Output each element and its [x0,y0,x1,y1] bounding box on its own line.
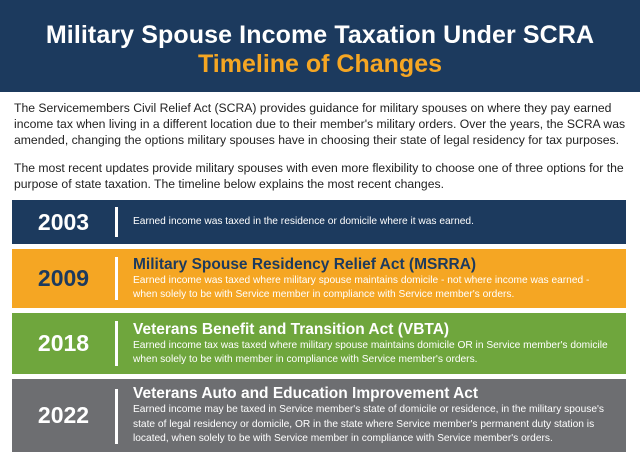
timeline-year: 2018 [37,330,90,356]
timeline-description: Earned income tax was taxed where military spouse maintains domicile OR in Service member's domicile when solely to be with member in compliance with Service member's orders. [133,340,608,365]
timeline-description: Earned income was taxed in the residence or domicile where it was earned. [133,216,474,227]
timeline-divider [115,257,118,300]
timeline-description: Earned income was taxed where military spouse maintains domicile - not where income was earned - when solely to be with Service member in compliance with Service member's orders. [133,275,590,300]
timeline-row-2009 [12,249,626,308]
intro-text [14,100,626,204]
timeline-divider [115,321,118,366]
timeline-year: 2022 [37,402,90,428]
timeline-heading: Veterans Benefit and Transition Act (VBTA) [133,321,450,338]
timeline-row-2022 [12,379,626,452]
timeline-row-2018 [12,313,626,374]
timeline-divider [115,389,118,444]
header-banner [0,0,640,92]
timeline-content [133,379,616,452]
timeline-description: Earned income may be taxed in Service member's state of domicile or residence, in the military spouse's state of legal residency or domicile, OR in the state where Service member's permanent duty station is located, when solely to be with Service member in compliance with Service member's orders. [133,404,605,445]
timeline-content [133,313,616,374]
timeline-row-2003 [12,200,626,244]
timeline-content [133,200,616,244]
intro-paragraph-2: The most recent updates provide military spouses with even more flexibility to choose one of three options for the purpose of state taxation. The timeline below explains the most recent changes. [14,161,624,191]
timeline-divider [115,207,118,237]
timeline-heading: Veterans Auto and Education Improvement Act [133,385,479,403]
intro-paragraph-1: The Servicemembers Civil Relief Act (SCRA) provides guidance for military spouses on where they pay earned income tax when living in a different location due to their member's military orders. Over the years, the SCRA was amended, changing the options military spouses have in choosing their state of legal residency for tax purposes. [14,101,626,147]
page-title: Military Spouse Income Taxation Under SCRA [45,21,595,49]
timeline-content [133,249,616,308]
page-subtitle: Timeline of Changes [197,50,443,78]
timeline-heading: Military Spouse Residency Relief Act (MSRRA) [133,256,477,273]
timeline-year: 2009 [37,265,90,291]
timeline-year: 2003 [37,208,90,235]
